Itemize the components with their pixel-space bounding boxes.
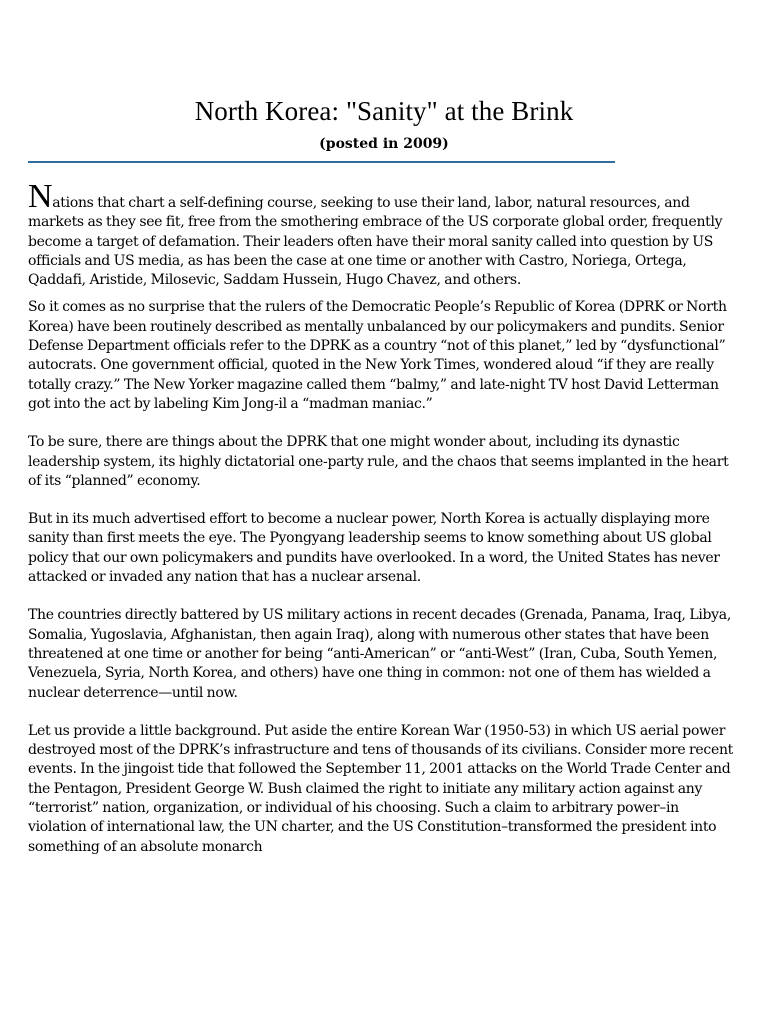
title-divider (28, 161, 615, 163)
paragraph-4: But in its much advertised effort to become a nuclear power, North Korea is actually displaying more sanity than first meets the eye. The Pyongyang leadership seems to know something about US global policy that our own policymakers and pundits have overlooked. In a word, the United States has never attacked or invaded any nation that has a nuclear arsenal. (28, 511, 720, 586)
page-title: North Korea: "Sanity" at the Brink (194, 96, 574, 126)
paragraph-1-text: ations that chart a self-defining course, seeking to use their land, labor, natural resources, and markets as they see fit, free from the smothering embrace of the US corporate global order, frequently become a target of defamation. Their leaders often have their moral sanity called into question by US officials and US media, as has been the case at one time or another with Castro, Noriega, Ortega, Qaddafi, Aristide, Milosevic, Saddam Hussein, Hugo Chavez, and others. (28, 195, 723, 289)
paragraph-6: Let us provide a little background. Put aside the entire Korean War (1950-53) in which US aerial power destroyed most of the DPRK’s infrastructure and tens of thousands of its civilians. Consider more recent events. In the jingoist tide that followed the September 11, 2001 attacks on the World Trade Center and the Pentagon, President George W. Bush claimed the right to initiate any military action against any “terrorist” nation, organization, or individual of his choosing. Such a claim to arbitrary power–in violation of international law, the UN charter, and the US Constitution–transformed the president into something of an absolute monarch (28, 722, 733, 855)
drop-cap: N (28, 178, 53, 215)
page-subtitle: (posted in 2009) (319, 136, 449, 152)
paragraph-3: To be sure, there are things about the DPRK that one might wonder about, including its dynastic leadership system, its highly dictatorial one-party rule, and the chaos that seems implanted in the heart of its “planned” economy. (28, 434, 729, 489)
paragraph-5: The countries directly battered by US military actions in recent decades (Grenada, Panama, Iraq, Libya, Somalia, Yugoslavia, Afghanistan, then again Iraq), along with numerous other states that have been threatened at one time or another for being “anti-American” or “anti-West” (Iran, Cuba, South Yemen, Venezuela, Syria, North Korea, and others) have one thing in common: not one of them has wielded a nuclear deterrence—until now. (28, 607, 731, 701)
article-body (28, 178, 740, 876)
paragraph-1 (28, 178, 740, 290)
paragraph-2: So it comes as no surprise that the rulers of the Democratic People’s Republic of Korea (DPRK or North Korea) have been routinely described as mentally unbalanced by our policymakers and pundits. Senior Defense Department officials refer to the DPRK as a country “not of this planet,” led by “dysfunctional” autocrats. One government official, quoted in the New York Times, wondered aloud “if they are really totally crazy.” The New Yorker magazine called them “balmy,” and late-night TV host David Letterman got into the act by labeling Kim Jong-il a “madman maniac.” (28, 299, 727, 412)
